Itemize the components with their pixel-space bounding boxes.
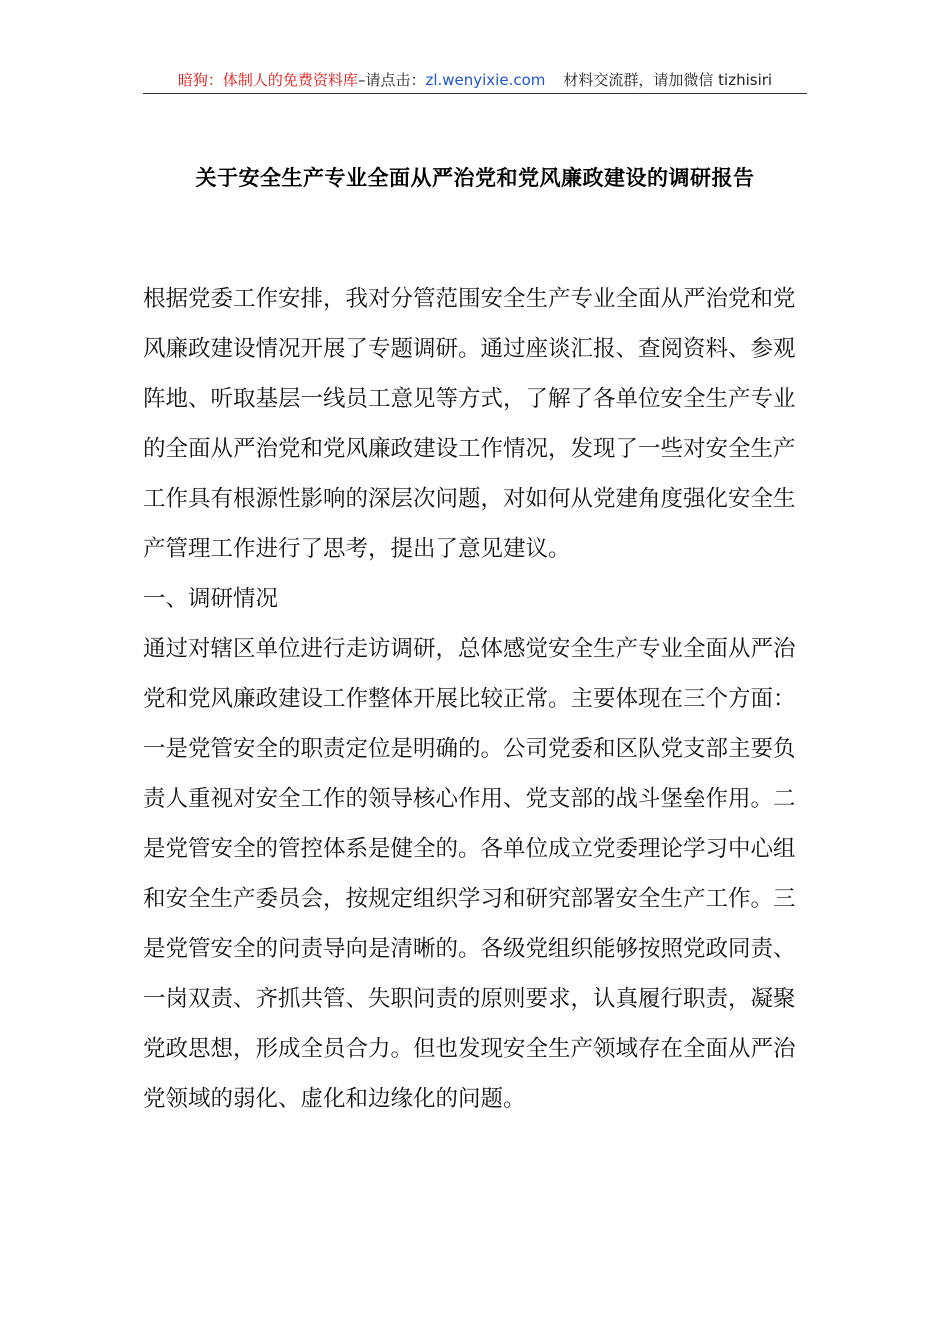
section-heading: 一、调研情况 bbox=[143, 586, 279, 612]
header-click-prompt: –请点击： bbox=[357, 71, 426, 89]
document-body bbox=[143, 274, 808, 1124]
header-contact: 材料交流群，请加微信 tizhisiri bbox=[563, 71, 773, 89]
paragraph-intro: 根据党委工作安排，我对分管范围安全生产专业全面从严治党和党风廉政建设情况开展了专题调研。通过座谈汇报、查阅资料、参观阵地、听取基层一线员工意见等方式，了解了各单位安全生产专业的全面从严治党和党风廉政建设工作情况，发现了一些对安全生产工作具有根源性影响的深层次问题，对如何从党建角度强化安全生产管理工作进行了思考，提出了意见建议。 bbox=[143, 286, 796, 562]
header-brand: 暗狗：体制人的免费资料库 bbox=[177, 71, 358, 89]
page-header bbox=[143, 68, 807, 94]
document-title: 关于安全生产专业全面从严治党和党风廉政建设的调研报告 bbox=[195, 166, 755, 190]
paragraph-findings: 通过对辖区单位进行走访调研，总体感觉安全生产专业全面从严治党和党风廉政建设工作整体开展比较正常。主要体现在三个方面：一是党管安全的职责定位是明确的。公司党委和区队党支部主要负责人重视对安全工作的领导核心作用、党支部的战斗堡垒作用。二是党管安全的管控体系是健全的。各单位成立党委理论学习中心组和安全生产委员会，按规定组织学习和研究部署安全生产工作。三是党管安全的问责导向是清晰的。各级党组织能够按照党政同责、一岗双责、齐抓共管、失职问责的原则要求，认真履行职责，凝聚党政思想，形成全员合力。但也发现安全生产领域存在全面从严治党领域的弱化、虚化和边缘化的问题。 bbox=[143, 636, 796, 1112]
header-url-link[interactable]: zl.wenyixie.com bbox=[425, 71, 546, 89]
